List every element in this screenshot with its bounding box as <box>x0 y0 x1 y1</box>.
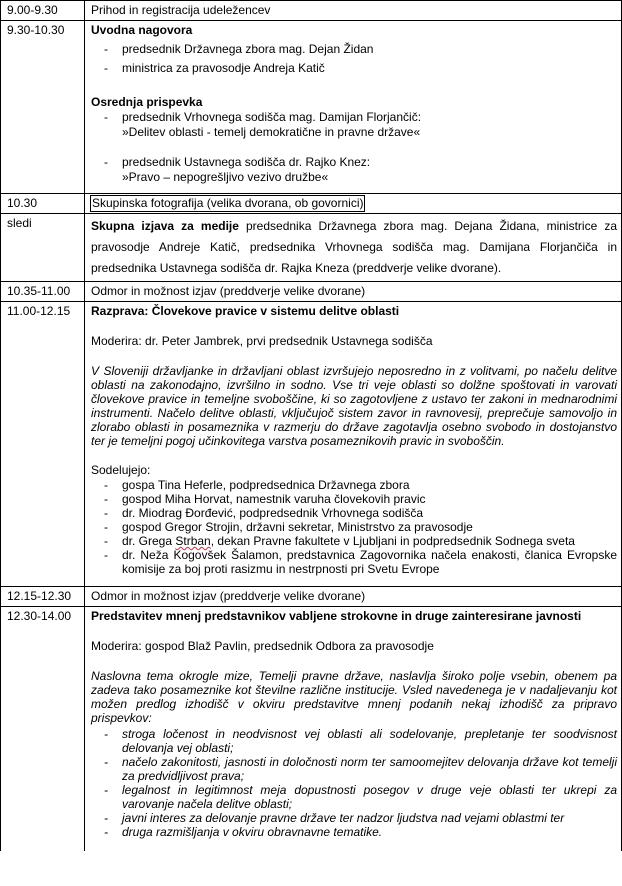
list-item: - javni interes za delovanje pravne države ter nadzor ljudstva nad vejami oblastmi ter <box>91 811 617 825</box>
participants-label: Sodelujejo: <box>91 463 151 477</box>
time-cell: 12.30-14.00 <box>1 607 85 852</box>
list-item: - ministrica za pravosodje Andreja Katič <box>91 61 617 76</box>
time-cell: 9.00-9.30 <box>1 1 85 21</box>
speaker-name: - predsednik Ustavnega sodišča dr. Rajko Knez: <box>122 155 371 169</box>
table-row <box>1 302 622 587</box>
section-heading: Osrednja prispevka <box>91 95 203 109</box>
statement-heading: Skupna izjava za medije <box>91 219 239 233</box>
session-description: Naslovna tema okrogle mize, Temelji pravne države, naslavlja široko polje vsebin, obenem pa zadeva tako posameznike kot številne različne institucije. Vsled navedenega je v nadaljevanju kot možen predlog izhodišč v okviru predstavitve mnenj podanih nekaj izhodišč za pripravo prispevkov: <box>91 669 617 725</box>
table-row <box>1 282 622 302</box>
time-cell: 9.30-10.30 <box>1 21 85 194</box>
list-item: - dr. Neža Kogovšek Šalamon, predstavnica Zagovornika načela enakosti, članica Evropske komisije za boj proti rasizmu in nestrpnosti pri Svetu Evrope <box>91 548 617 576</box>
list-item <box>91 110 617 140</box>
speaker-name: - predsednik Vrhovnega sodišča mag. Damijan Florjančič: <box>122 110 422 124</box>
event-cell <box>85 21 622 194</box>
event-cell <box>85 302 622 587</box>
selected-text: Skupinska fotografija (velika dvorana, ob govornici) <box>92 196 364 210</box>
session-title: Predstavitev mnenj predstavnikov vabljene strokovne in druge zainteresirane javnosti <box>91 609 582 623</box>
time-cell: 11.00-12.15 <box>1 302 85 587</box>
session-title: Razprava: Človekove pravice v sistemu delitve oblasti <box>91 304 400 318</box>
event-cell: Prihod in registracija udeležencev <box>85 1 622 21</box>
section-heading: Uvodna nagovora <box>91 23 193 37</box>
event-cell: Odmor in možnost izjav (preddverje velike dvorane) <box>85 587 622 607</box>
speaker-list <box>91 42 617 76</box>
topics-list <box>91 727 617 839</box>
list-item: - legalnost in legitimnost meja dopustnosti posegov v druge veje oblasti ter ukrepi za varovanje načela delitve oblasti; <box>91 783 617 811</box>
event-cell <box>85 214 622 282</box>
list-item: - druga razmišljanja v okviru obravnavne tematike. <box>91 825 617 839</box>
session-description: V Sloveniji državljanke in državljani oblast izvršujejo neposredno in z volitvami, po načelu delitve oblasti na zakonodajno, izvršilno in sodno. Vse tri veje oblasti so dolžne spoštovati in varovati človekove pravice in temeljne svoboščine, ki so zagotovljene z ustavo ter zakoni in mednarodnimi instrumenti. Načelo delitve oblasti, vključujoč sistem zavor in ravnovesij, preprečuje samovoljo in zlorabo oblasti in posameznika v razmerju do države zagotavlja osebno svobodo in dostojanstvo ter je temeljni pogoj učinkovitega varstva posameznikovih pravic in svoboščin. <box>91 364 617 448</box>
event-cell: Odmor in možnost izjav (preddverje velike dvorane) <box>85 282 622 302</box>
speaker-list <box>91 110 617 185</box>
table-row <box>1 607 622 852</box>
table-row <box>1 21 622 194</box>
list-item: - dr. Miodrag Đorđević, podpredsednik Vrhovnega sodišča <box>91 506 617 520</box>
list-item: - gospod Gregor Strojin, državni sekretar, Ministrstvo za pravosodje <box>91 520 617 534</box>
moderator: Moderira: gospod Blaž Pavlin, predsednik Odbora za pravosodje <box>91 639 434 653</box>
event-cell <box>85 194 622 214</box>
time-cell: 12.15-12.30 <box>1 587 85 607</box>
table-row <box>1 587 622 607</box>
list-item: - stroga ločenost in neodvisnost vej oblasti ali sodelovanje, prepletanje ter soodvisnost delovanja vej oblasti; <box>91 727 617 755</box>
list-item <box>91 155 617 185</box>
event-cell <box>85 607 622 852</box>
spellcheck-mark: Strban <box>175 534 211 548</box>
table-row <box>1 214 622 282</box>
table-row <box>1 194 622 214</box>
list-item: - načelo zakonitosti, jasnosti in določnosti norm ter samoomejitev delovanja države kot temelji za predvidljivost prava; <box>91 755 617 783</box>
talk-title: »Delitev oblasti - temelj demokratične in pravne države« <box>122 125 421 139</box>
time-cell: sledi <box>1 214 85 282</box>
list-item: - gospa Tina Heferle, podpredsednica Državnega zbora <box>91 478 617 492</box>
list-item: - dr. Grega Strban, dekan Pravne fakultete v Ljubljani in podpredsednik Sodnega sveta <box>91 534 617 548</box>
table-row <box>1 1 622 21</box>
time-cell: 10.30 <box>1 194 85 214</box>
list-item: - gospod Miha Horvat, namestnik varuha človekovih pravic <box>91 492 617 506</box>
participants-list <box>91 478 617 576</box>
time-cell: 10.35-11.00 <box>1 282 85 302</box>
talk-title: »Pravo – nepogrešljivo vezivo družbe« <box>122 170 329 184</box>
list-item: - predsednik Državnega zbora mag. Dejan Židan <box>91 42 617 57</box>
statement-text: predsednika Državnega zbora mag. Dejana Židana, ministrice za pravosodje Andreje Katič, predsednika Vrhovnega sodišča mag. Damijana Florjančiča in predsednika Ustavnega sodišča dr. Rajka Kneza (preddverje velike dvorane). <box>91 219 617 275</box>
moderator: Moderira: dr. Peter Jambrek, prvi predsednik Ustavnega sodišča <box>91 334 433 348</box>
